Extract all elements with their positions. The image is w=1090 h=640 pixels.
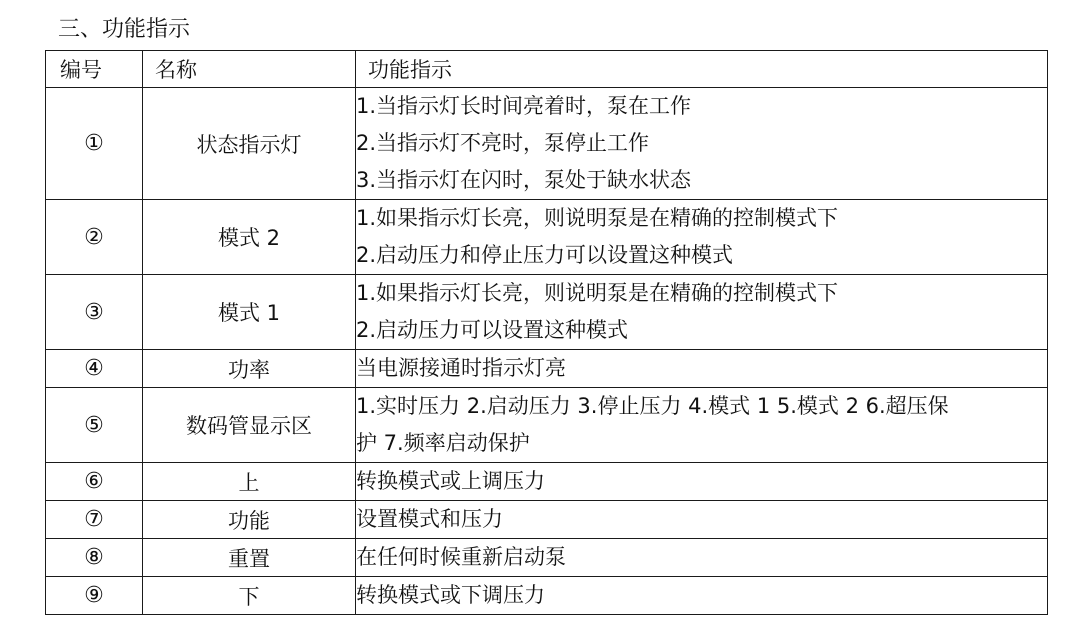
row-number: ⑥ [46, 463, 143, 501]
row-description [356, 88, 1048, 200]
row-name: 下 [143, 577, 356, 615]
table-row [46, 275, 1048, 350]
description-line: 2.启动压力和停止压力可以设置这种模式 [356, 243, 734, 267]
row-description [356, 388, 1048, 463]
table-header-row [46, 51, 1048, 88]
row-description [356, 200, 1048, 275]
row-number: ③ [46, 275, 143, 350]
table-row [46, 501, 1048, 539]
description-line: 2.启动压力可以设置这种模式 [356, 318, 629, 342]
description-line: 转换模式或上调压力 [356, 469, 545, 493]
row-description [356, 350, 1048, 388]
row-number: ⑦ [46, 501, 143, 539]
row-number: ⑨ [46, 577, 143, 615]
table-row [46, 88, 1048, 200]
function-table [45, 50, 1048, 615]
description-line: 3.当指示灯在闪时，泵处于缺水状态 [356, 168, 692, 192]
table-row [46, 463, 1048, 501]
row-description [356, 577, 1048, 615]
row-name: 功能 [143, 501, 356, 539]
description-line: 当电源接通时指示灯亮 [356, 356, 566, 380]
row-number: ② [46, 200, 143, 275]
row-name: 数码管显示区 [143, 388, 356, 463]
table-row [46, 200, 1048, 275]
row-description [356, 539, 1048, 577]
header-function: 功能指示 [356, 51, 1048, 88]
row-name: 模式 2 [143, 200, 356, 275]
description-line: 1.当指示灯长时间亮着时，泵在工作 [356, 94, 692, 118]
description-line: 转换模式或下调压力 [356, 583, 545, 607]
description-line: 设置模式和压力 [356, 507, 503, 531]
table-row [46, 577, 1048, 615]
description-line: 1.如果指示灯长亮，则说明泵是在精确的控制模式下 [356, 281, 839, 305]
row-number: ⑤ [46, 388, 143, 463]
description-line: 护 7.频率启动保护 [356, 431, 530, 455]
table-row [46, 388, 1048, 463]
row-description [356, 501, 1048, 539]
row-name: 上 [143, 463, 356, 501]
row-number: ① [46, 88, 143, 200]
section-title: 三、功能指示 [58, 17, 191, 42]
description-line: 在任何时候重新启动泵 [356, 545, 566, 569]
row-name: 模式 1 [143, 275, 356, 350]
row-name: 状态指示灯 [143, 88, 356, 200]
table-body [46, 88, 1048, 615]
table-row [46, 350, 1048, 388]
row-number: ⑧ [46, 539, 143, 577]
table-row [46, 539, 1048, 577]
row-description [356, 275, 1048, 350]
row-name: 功率 [143, 350, 356, 388]
description-line: 1.如果指示灯长亮，则说明泵是在精确的控制模式下 [356, 206, 839, 230]
row-name: 重置 [143, 539, 356, 577]
description-line: 1.实时压力 2.启动压力 3.停止压力 4.模式 1 5.模式 2 6.超压保 [356, 394, 949, 418]
description-line: 2.当指示灯不亮时，泵停止工作 [356, 131, 650, 155]
row-description [356, 463, 1048, 501]
header-number: 编号 [46, 51, 143, 88]
header-name: 名称 [143, 51, 356, 88]
row-number: ④ [46, 350, 143, 388]
